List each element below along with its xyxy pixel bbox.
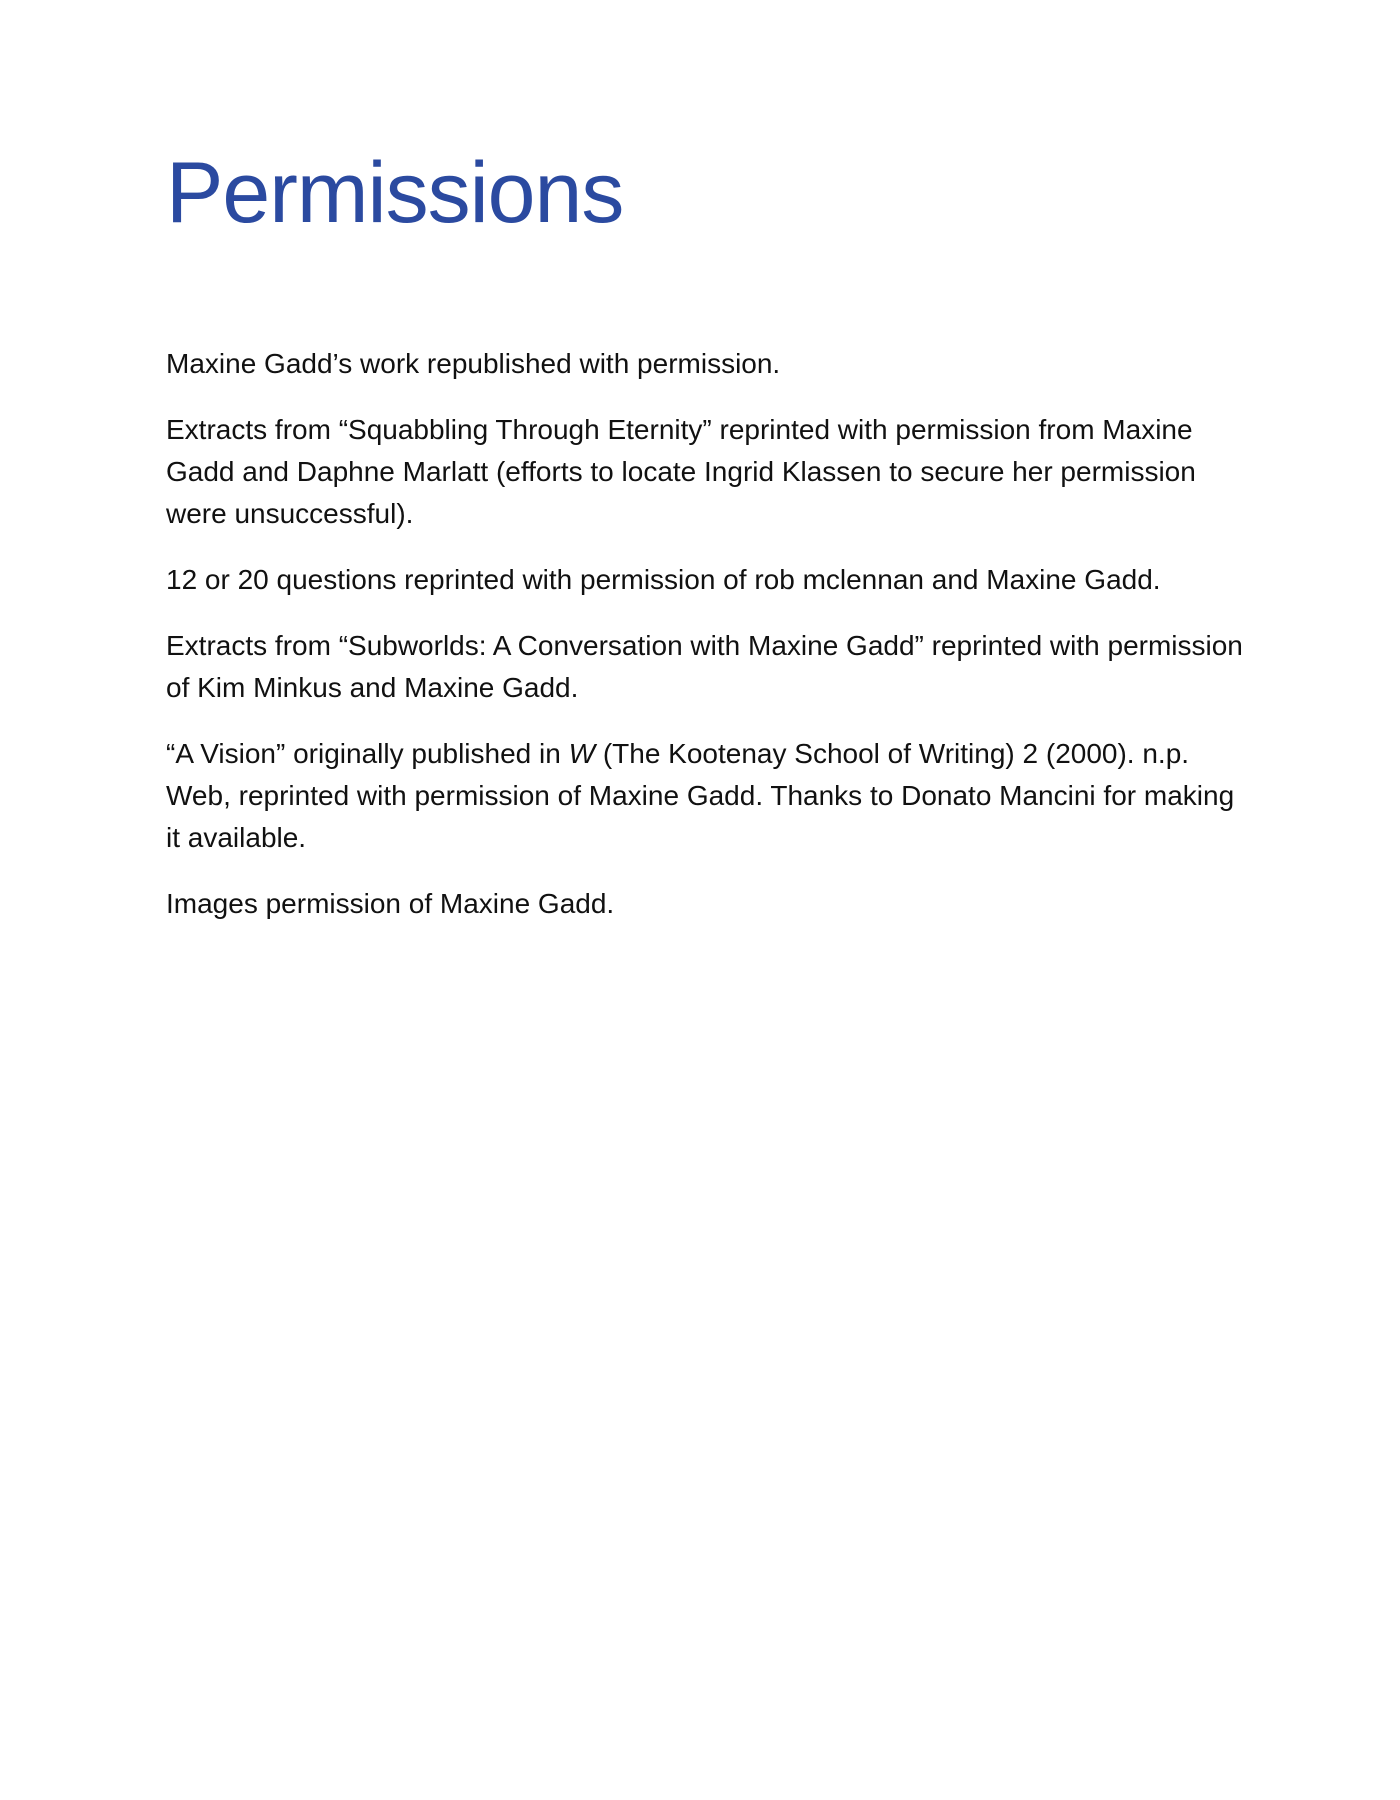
paragraph-questions: 12 or 20 questions reprinted with permission of rob mclennan and Maxine Gadd. xyxy=(166,564,1161,595)
paragraph-squabbling-extracts: Extracts from “Squabbling Through Eternity” reprinted with permission from Maxine Gadd and Daphne Marlatt (efforts to locate Ingrid Klassen to secure her permission were unsuccessful). xyxy=(166,414,1196,529)
paragraph-subworlds-extracts: Extracts from “Subworlds: A Conversation with Maxine Gadd” reprinted with permission of Kim Minkus and Maxine Gadd. xyxy=(166,630,1243,703)
page-title: Permissions xyxy=(166,145,624,241)
publication-title-italic: W xyxy=(568,738,596,769)
paragraph-images: Images permission of Maxine Gadd. xyxy=(166,888,615,919)
paragraph-a-vision xyxy=(166,733,1246,859)
a-vision-text-after: (The Kootenay School of Writing) 2 (2000). n.p. Web, reprinted with permission of Maxine Gadd. Thanks to Donato Mancini for making it available. xyxy=(166,738,1235,853)
permissions-body xyxy=(166,343,1246,949)
paragraph-gadd-work: Maxine Gadd’s work republished with permission. xyxy=(166,348,781,379)
a-vision-text-before: “A Vision” originally published in xyxy=(166,738,569,769)
